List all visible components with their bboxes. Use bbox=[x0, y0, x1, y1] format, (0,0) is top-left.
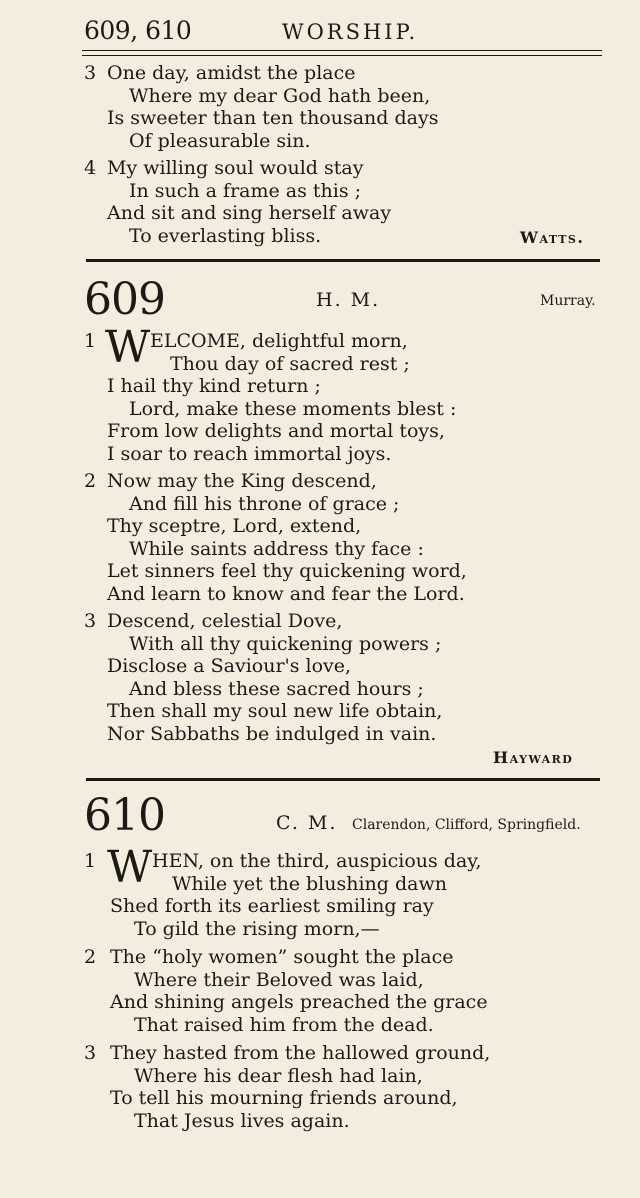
verse-line: And learn to know and fear the Lord. bbox=[107, 583, 465, 605]
verse-line: And shining angels preached the grace bbox=[110, 991, 488, 1013]
verse-number: 3 bbox=[84, 1042, 97, 1064]
verse-line: Let sinners feel thy quickening word, bbox=[107, 560, 467, 582]
verse-line: From low delights and mortal toys, bbox=[107, 420, 445, 442]
verse-number: 4 bbox=[84, 157, 97, 179]
hymn-tune: Clarendon, Clifford, Springfield. bbox=[352, 817, 581, 833]
hymn-number: 610 bbox=[84, 790, 165, 841]
header-rule-2 bbox=[82, 55, 602, 56]
header-rule bbox=[82, 50, 602, 51]
verse-line: Is sweeter than ten thousand days bbox=[107, 107, 439, 129]
verse-line: They hasted from the hallowed ground, bbox=[110, 1042, 491, 1064]
verse-line: That raised him from the dead. bbox=[134, 1014, 434, 1036]
hymn-meter: H. M. bbox=[316, 289, 381, 311]
verse-line: Nor Sabbaths be indulged in vain. bbox=[107, 723, 437, 745]
verse-line: Disclose a Saviour's love, bbox=[107, 655, 352, 677]
verse-line: Of pleasurable sin. bbox=[129, 130, 311, 152]
verse-number: 3 bbox=[84, 62, 97, 84]
verse-line: One day, amidst the place bbox=[107, 62, 356, 84]
verse-number: 2 bbox=[84, 946, 97, 968]
verse-line: That Jesus lives again. bbox=[134, 1110, 350, 1132]
verse-line: Then shall my soul new life obtain, bbox=[107, 700, 443, 722]
verse-line: Thy sceptre, Lord, extend, bbox=[107, 515, 362, 537]
verse-number: 2 bbox=[84, 470, 97, 492]
verse-number: 1 bbox=[84, 330, 97, 352]
verse-line: Lord, make these moments blest : bbox=[129, 398, 457, 420]
page-header bbox=[84, 14, 604, 50]
verse-line: To gild the rising morn,— bbox=[134, 918, 380, 940]
verse-line: To tell his mourning friends around, bbox=[110, 1087, 458, 1109]
drop-cap: W bbox=[105, 322, 151, 373]
verse-line: And bless these sacred hours ; bbox=[129, 678, 424, 700]
author-attribution: Watts. bbox=[520, 228, 585, 247]
hymn-tune: Murray. bbox=[540, 293, 596, 309]
verse-line: And sit and sing herself away bbox=[107, 202, 392, 224]
verse-line: The “holy women” sought the place bbox=[110, 946, 454, 968]
verse-line: In such a frame as this ; bbox=[129, 180, 362, 202]
verse-line: I hail thy kind return ; bbox=[107, 375, 321, 397]
verse-line: I soar to reach immortal joys. bbox=[107, 443, 392, 465]
verse-line: To everlasting bliss. bbox=[129, 225, 322, 247]
verse-line: Where their Beloved was laid, bbox=[134, 969, 424, 991]
verse-line: My willing soul would stay bbox=[107, 157, 364, 179]
verse-line: Thou day of sacred rest ; bbox=[170, 353, 410, 375]
verse-line: And fill his throne of grace ; bbox=[129, 493, 400, 515]
hymn-meter: C. M. bbox=[276, 812, 338, 834]
drop-cap: W bbox=[107, 842, 153, 893]
verse-line: While saints address thy face : bbox=[129, 538, 424, 560]
verse-line: With all thy quickening powers ; bbox=[129, 633, 442, 655]
page-numbers: 609, 610 bbox=[84, 16, 192, 45]
hymn-number: 609 bbox=[84, 274, 165, 325]
hymn-separator bbox=[86, 778, 600, 781]
author-attribution: Hayward bbox=[493, 748, 574, 767]
verse-line: Shed forth its earliest smiling ray bbox=[110, 895, 434, 917]
verse-number: 1 bbox=[84, 850, 97, 872]
verse-line: ELCOME, delightful morn, bbox=[150, 330, 408, 352]
page-title: WORSHIP. bbox=[282, 20, 419, 44]
verse-line: Where my dear God hath been, bbox=[129, 85, 431, 107]
verse-line: HEN, on the third, auspicious day, bbox=[152, 850, 482, 872]
verse-number: 3 bbox=[84, 610, 97, 632]
verse-line: Descend, celestial Dove, bbox=[107, 610, 343, 632]
verse-line: While yet the blushing dawn bbox=[172, 873, 447, 895]
verse-line: Now may the King descend, bbox=[107, 470, 377, 492]
hymn-separator bbox=[86, 259, 600, 262]
verse-line: Where his dear flesh had lain, bbox=[134, 1065, 423, 1087]
